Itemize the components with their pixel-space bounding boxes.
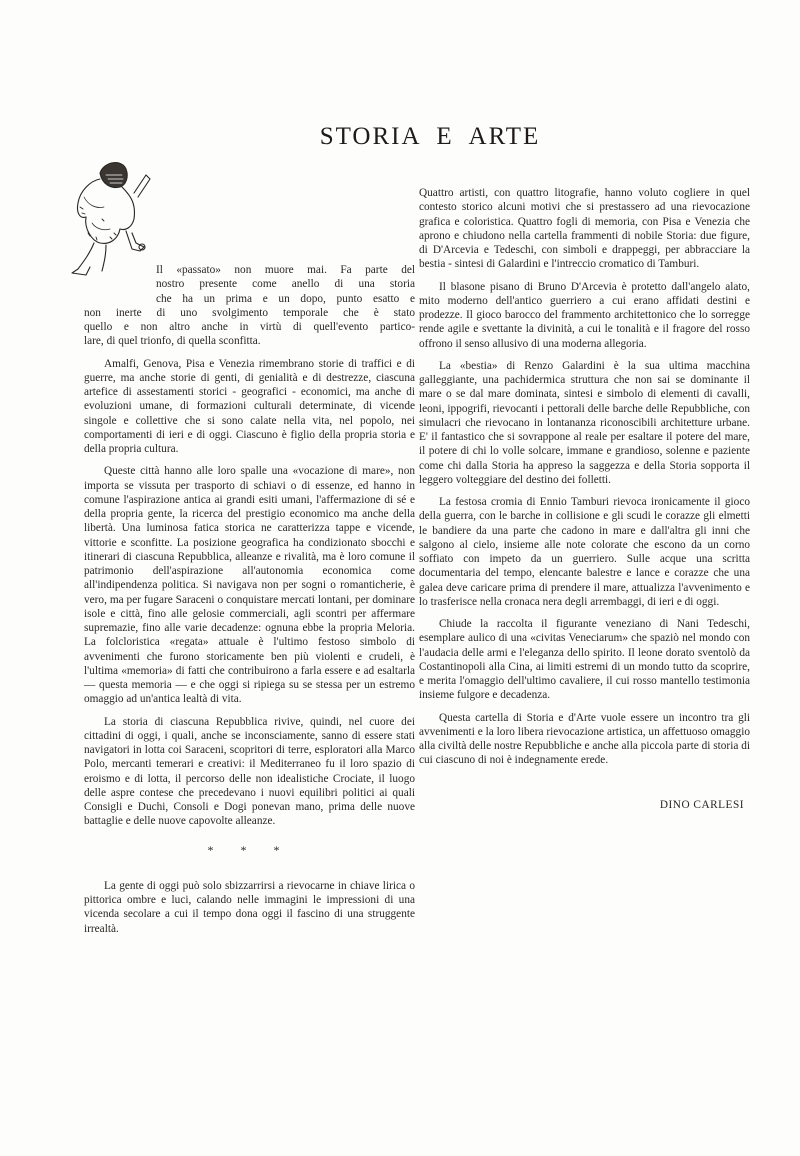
text-line: che ha un prima e un dopo, punto esatto e: [156, 292, 415, 305]
paragraph: La festosa cromia di Ennio Tamburi rievoca ironicamente il gioco della guerra, con le barche in collisione e gli scudi le corazze gli elmetti le bandiere da una parte che cadono in mare e dall'altra gli inni che salgono al cielo, insieme alle note colorate che escono da un corno soffiato con impeto da un guerriero. Sulle acque una scritta documentaria del tempo, elencante balestre e lance e corazze che una galea deve caricare prima di prendere il mare, attualizza l'avvenimento e lo trasferisce nella cronaca nera degli arrembaggi, di ieri e di oggi.: [419, 496, 750, 608]
paragraph: Queste città hanno alle loro spalle una «vocazione di mare», non importa se vissuta per trasporto di schiavi o di essenze, ed hanno in comune l'aspirazione antica ai grandi esiti umani, l'affermazione di sé e della propria gente, la ricerca del prestigio economico ma anche della libertà. Una luminosa fatica storica ne caratterizza tappe e vicende, vittorie e sconfitte. La posizione geografica ha condizionato sbocchi e itinerari di ciascuna Repubblica, alleanze e rivalità, ma è loro comune il patrimonio dell'aspirazione all'autonomia economica come all'indipendenza politica. Si navigava non per sogni o romanticherie, è vero, ma per fugare Saraceni o conquistare mercati lontani, per dominare isole e città, fino alle gelosie commerciali, agli scontri per affermare supremazie, fino alle varie decadenze: ognuna ebbe la propria Meloria. La folcloristica «regata» attuale è l'ultimo festoso simbolo di avvenimenti che furono storicamente ben più violenti e crudeli, è l'ultima «memoria» di fatti che contribuirono a farla essere e ad esaltarla — questa memoria — e che oggi si ripiega su se stessa per un estremo omaggio ad un'antica lealtà di vita.: [84, 465, 415, 706]
paragraph: La gente di oggi può solo sbizzarrirsi a rievocarne in chiave lirica o pittorica ombre e luci, calando nelle immagini le impressioni di una vicenda secolare a cui il tempo dona oggi il fascino di una struggente irrealtà.: [84, 879, 415, 935]
page-title: STORIA E ARTE: [319, 123, 541, 150]
author-signature: DINO CARLESI: [659, 798, 744, 811]
paragraph: Questa cartella di Storia e d'Arte vuole essere un incontro tra gli avvenimenti e la loro libera rievocazione artistica, un affettuoso omaggio alla civiltà delle nostre Repubbliche e anche alla piccola parte di storia di cui ciascuno di noi è indegnamente erede.: [419, 711, 750, 767]
paragraph: Quattro artisti, con quattro litografie, hanno voluto cogliere in quel contesto storico alcuni motivi che si prestassero ad una rievocazione grafica e coloristica. Quattro fogli di memoria, con Pisa e Venezia che aprono e chiudono nella cartella frammenti di nobile Storia: due figure, di D'Arcevia e Tedeschi, con simboli e drappeggi, per abbracciare la bestia - sintesi di Galardini e l'intreccio cromatico di Tamburi.: [419, 187, 750, 271]
paragraph: La «bestia» di Renzo Galardini è la sua ultima macchina galleggiante, una pachidermica struttura che non sai se dominante il mare o se dal mare dominata, sintesi e simbolo di elementi di cavalli, leoni, ippogrifi, rievocanti i pettorali delle barche delle Repubbliche, con simulacri che rievocano in lontananza riconoscibili architetture urbane. E' il fantastico che si sovrappone al reale per esaltare il potere del mare, il potere di chi lo volle solcare, immane e grandioso, solenne e paziente come chi dalla Storia ha appreso la saggezza e della Storia sopporta il leggero volteggiare del destino dei folletti.: [419, 359, 750, 486]
paragraph: Amalfi, Genova, Pisa e Venezia rimembrano storie di traffici e di guerre, ma anche storie di genti, di genialità e di destrezze, ciascuna artefice di assestamenti storici - geografici - economici, ma anche di evoluzioni umane, di formazioni culturali determinate, di vicende singole e collettive che si sono calate nella vita, nel popolo, nei comportamenti di ieri e di oggi. Ciascuno è figlio della propria storia e della propria cultura.: [84, 357, 415, 455]
text-line: nostro presente come anello di una storia: [156, 278, 415, 291]
right-column: [419, 186, 750, 812]
text-line: lare, di quel trionfo, di quella sconfitta.: [84, 335, 261, 348]
knight-warrior-sketch-icon: [66, 157, 156, 279]
paragraph: Il blasone pisano di Bruno D'Arcevia è protetto dall'angelo alato, mito moderno dell'antico guerriero a cui erano affidati destini e prodezze. Il gioco barocco del frammento architettonico che lo sorregge rende agile e svettante la divinità, a cui le tonalità e il fragore del rosso offrono il senso allusivo di una moderna allegoria.: [419, 280, 750, 350]
paragraph-intro: [84, 263, 415, 349]
section-separator: * * *: [207, 842, 292, 857]
text-line: non inerte di uno svolgimento temporale che è stato: [84, 306, 415, 319]
left-column: [84, 263, 415, 944]
text-line: quello e non altro anche in virtù di quell'evento partico-: [84, 321, 415, 333]
paragraph: Chiude la raccolta il figurante veneziano di Nani Tedeschi, esemplare aulico di una «civitas Veneciarum» che spaziò nel mondo con l'audacia delle armi e l'eleganza dello spirito. Il leone dorato sventolò da Costantinopoli alla Cina, ai limiti estremi di un mondo tutto da scoprire, e merita l'omaggio dell'ultimo cavaliere, il cui rosso mantello testimonia insieme fulgore e decadenza.: [419, 618, 750, 702]
paragraph: La storia di ciascuna Repubblica rivive, quindi, nel cuore dei cittadini di oggi, i quali, anche se inconsciamente, sanno di essere stati navigatori in lotta coi Saraceni, scopritori di terre, esploratori alla Marco Polo, mercanti temerari e creativi: il Mediterraneo fu il loro spazio di eroismo e di lotta, il percorso delle non idealistiche Crociate, il luogo delle aspre contese che precedevano i nuovi equilibri politici ai quali Consigli e Duchi, Consoli e Dogi ponevan mano, prima delle nuove battaglie e delle nuove capovolte alleanze.: [84, 715, 415, 828]
text-line: Il «passato» non muore mai. Fa parte del: [156, 264, 415, 276]
